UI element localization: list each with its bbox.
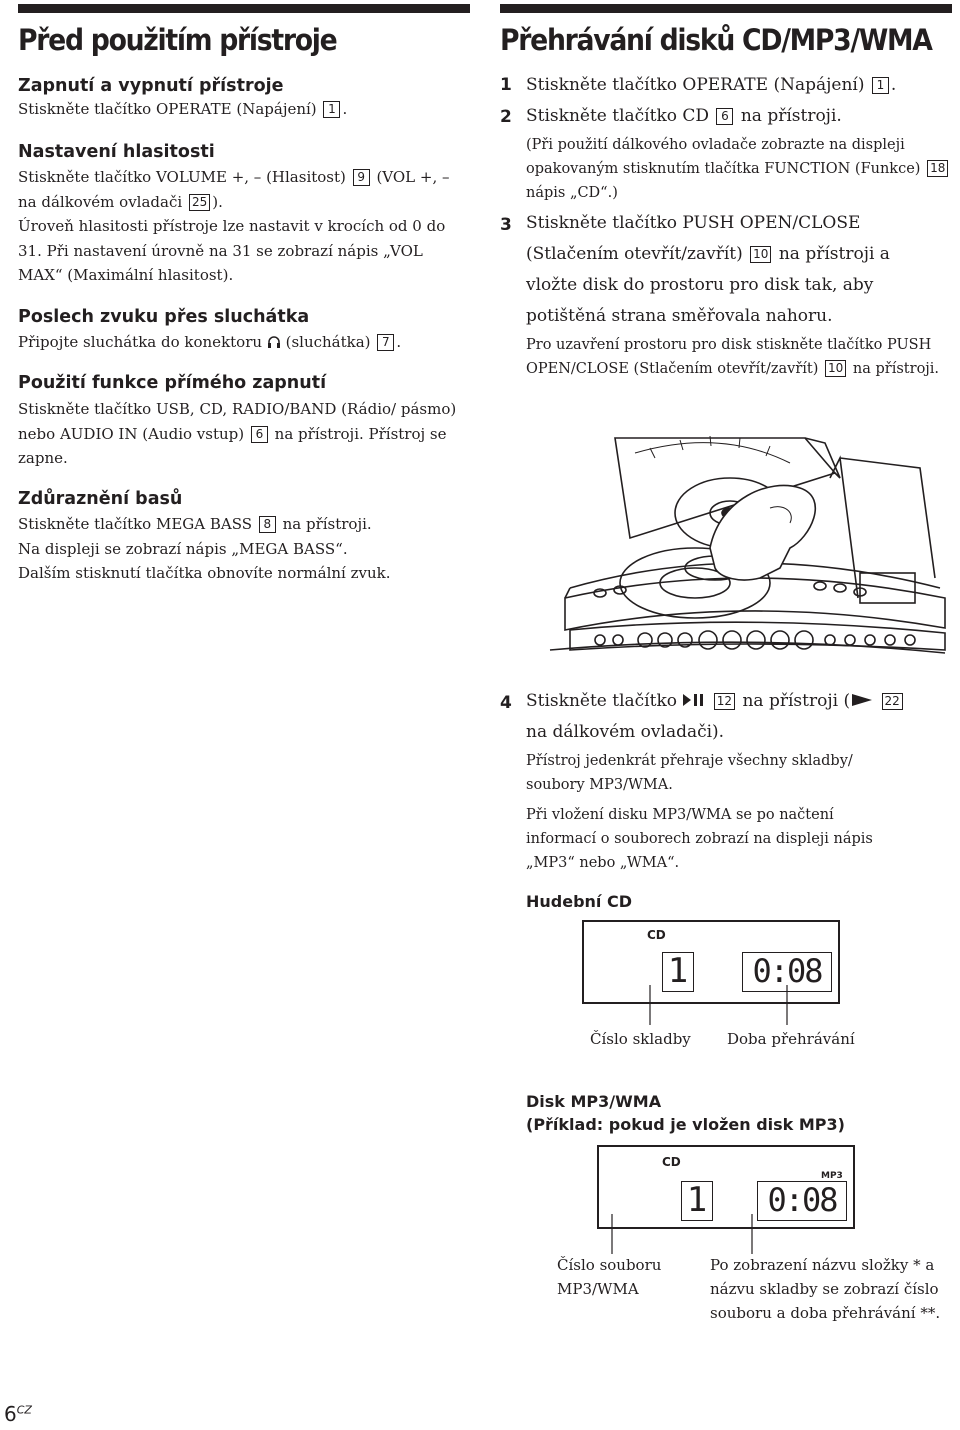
section-text-bass: Stiskněte tlačítko MEGA BASS 8 na přístroji. Na displeji se zobrazí nápis „MEGA BASS“. Dalším stisknutí tlačítka obnovíte normální zvuk. [18,515,391,582]
mp3-display-label: CD [662,1155,681,1169]
step-number: 1 [500,75,512,95]
step-number: 2 [500,107,512,127]
mp3-display-sublabel: MP3 [821,1171,843,1181]
page-lang: CZ [16,1403,32,1417]
mp3-heading: Disk MP3/WMA (Příklad: pokud je vložen disk MP3) [526,1092,845,1134]
play-icon [850,693,874,707]
ref-badge: 1 [323,101,340,118]
step-4-text: Stiskněte tlačítko 12 na přístroji ( 22 na dálkovém ovladači). [526,686,956,748]
section-title-volume: Nastavení hlasitosti [18,142,215,162]
step-2-text: Stiskněte tlačítko CD 6 na přístroji. [526,106,842,126]
step-1-text: Stiskněte tlačítko OPERATE (Napájení) 1 . [526,75,897,95]
step-3-note: Pro uzavření prostoru pro disk stiskněte tlačítko PUSH OPEN/CLOSE (Stlačením otevřít/zavřít) 10 na přístroji. [526,337,940,377]
section-text-volume: Stiskněte tlačítko VOLUME +, – (Hlasitost) 9 (VOL +, – na dálkovém ovladači 25 ). Úroveň hlasitosti přístroje lze nastavit v krocích od 0 do 31. Při nastavení úrovně na 31 se zobrazí nápis „VOL MAX“ (Maximální hlasitost). [18,168,450,284]
ref-badge: 6 [251,426,268,443]
play-pause-icon [682,693,706,707]
ref-badge: 12 [714,693,735,710]
ref-badge: 10 [825,360,846,377]
ref-badge: 6 [716,108,733,125]
headphones-icon [267,335,281,349]
cd-caption-time: Doba přehrávání [727,1030,855,1048]
left-top-rule [18,4,470,13]
section-title-headphones: Poslech zvuku přes sluchátka [18,307,310,327]
section-title-bass: Zdůraznění basů [18,489,183,509]
cd-caption-track: Číslo skladby [590,1030,691,1048]
section-title-direct-power: Použití funkce přímého zapnutí [18,373,327,393]
ref-badge: 8 [259,516,276,533]
cd-player-illustration [540,418,950,663]
right-top-rule [500,4,952,13]
step-4-note-2: Při vložení disku MP3/WMA se po načtení informací o souborech zobrazí na displeji nápis „MP3“ nebo „WMA“. [526,807,873,871]
right-page-title: Přehrávání disků CD/MP3/WMA [500,23,932,57]
ref-badge: 18 [927,160,948,177]
mp3-track-digit: 1 [686,1180,708,1220]
section-text-headphones: Připojte sluchátka do konektoru (sluchátka) 7 . [18,333,402,351]
mp3-caption-folder: Po zobrazení názvu složky * a názvu skladby se zobrazí číslo souboru a doba přehrávání **. [710,1256,941,1322]
ref-badge: 7 [377,334,394,351]
ref-badge: 10 [750,246,771,263]
cd-heading: Hudební CD [526,892,633,911]
mp3-caption-file: Číslo souboru MP3/WMA [557,1256,662,1298]
step-4-note-1: Přístroj jedenkrát přehraje všechny skladby/ soubory MP3/WMA. [526,753,853,793]
section-text-direct-power: Stiskněte tlačítko USB, CD, RADIO/BAND (Rádio/ pásmo) nebo AUDIO IN (Audio vstup) 6 na přístroji. Přístroj se zapne. [18,400,457,467]
left-page-title: Před použitím přístroje [18,23,337,57]
step-2-note: (Při použití dálkového ovladače zobrazte na displeji opakovaným stisknutím tlačítka FUNCTION (Funkce) 18 nápis „CD“.) [526,133,956,205]
ref-badge: 22 [882,693,903,710]
cd-track-digit: 1 [667,951,689,991]
section-title-power: Zapnutí a vypnutí přístroje [18,76,284,96]
page-number: $6^{CZ}$ [4,1402,32,1426]
cd-time-digits: 0:08 [752,952,822,990]
ref-badge: 1 [872,77,889,94]
step-number: 4 [500,693,512,713]
step-number: 3 [500,215,512,235]
mp3-time-digits: 0:08 [767,1181,837,1219]
step-3-text: Stiskněte tlačítko PUSH OPEN/CLOSE (Stlačením otevřít/zavřít) 10 na přístroji a vložte disk do prostoru pro disk tak, aby potištěná strana směřovala nahoru. [526,213,890,326]
cd-display-label: CD [647,928,666,942]
ref-badge: 25 [189,194,210,211]
section-text-power: Stiskněte tlačítko OPERATE (Napájení) 1 . [18,100,348,118]
ref-badge: 9 [353,169,370,186]
